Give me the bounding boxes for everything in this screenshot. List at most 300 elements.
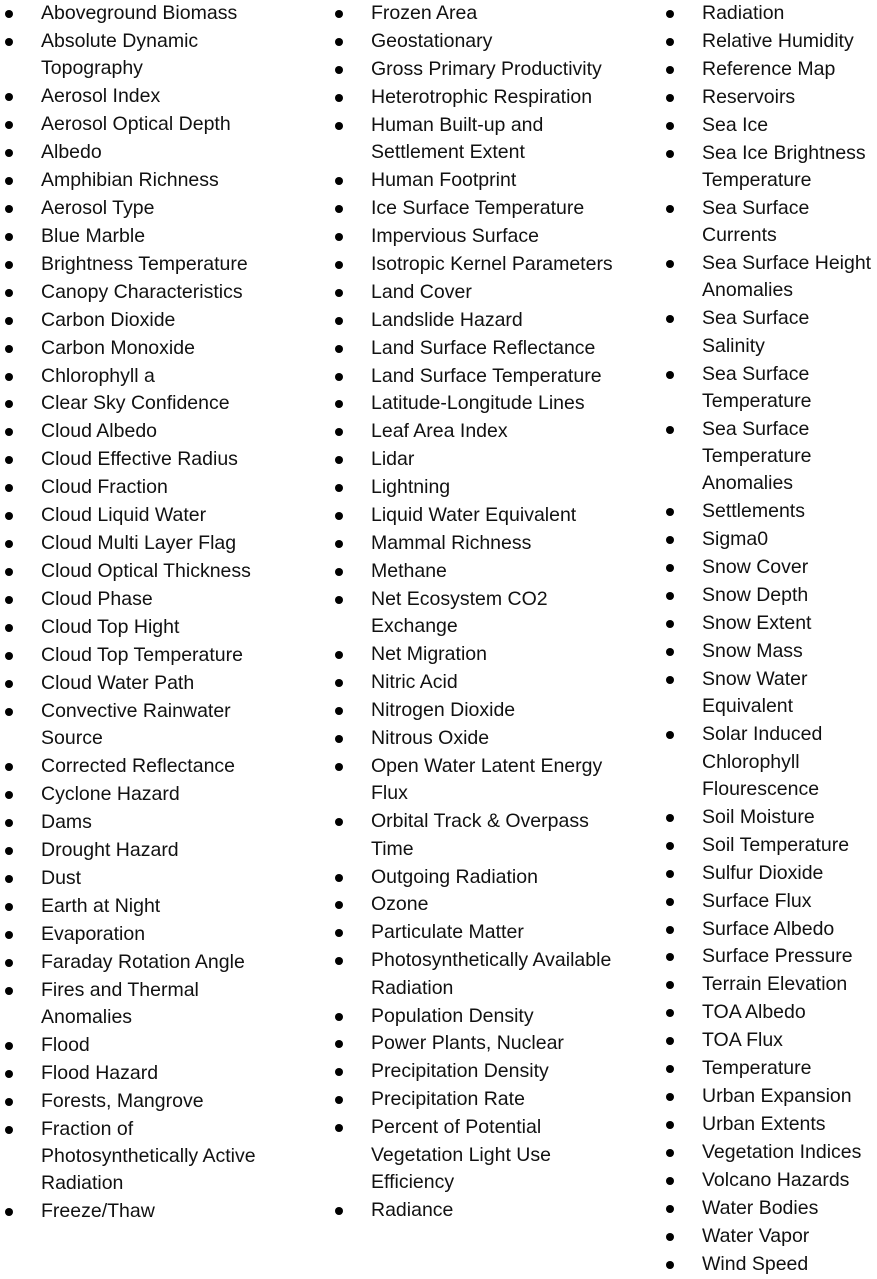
list-item xyxy=(330,335,630,362)
list-item xyxy=(0,474,290,501)
list-item xyxy=(0,837,290,864)
bullet-icon xyxy=(5,847,13,855)
bullet-icon xyxy=(666,1121,674,1129)
list-item xyxy=(661,498,877,525)
list-item xyxy=(661,1027,877,1054)
list-item xyxy=(0,390,290,417)
bullet-icon xyxy=(666,731,674,739)
bullet-icon xyxy=(335,540,343,548)
list-item-label: Latitude-Longitude Lines xyxy=(371,392,585,415)
list-item xyxy=(661,638,877,665)
list-item-label: Snow Water Equivalent xyxy=(702,668,808,718)
bullet-icon xyxy=(666,1233,674,1241)
bullet-icon xyxy=(666,371,674,379)
list-item xyxy=(330,0,630,27)
list-item xyxy=(330,195,630,222)
list-item xyxy=(661,610,877,637)
list-item-label: Cloud Top Hight xyxy=(41,615,180,638)
list-item xyxy=(661,112,877,139)
list-item-label: Vegetation Indices xyxy=(702,1141,862,1164)
bullet-icon xyxy=(335,568,343,576)
bullet-icon xyxy=(5,317,13,325)
list-item xyxy=(0,781,290,808)
bullet-icon xyxy=(5,791,13,799)
list-item xyxy=(661,888,877,915)
bullet-icon xyxy=(335,1096,343,1104)
list-item xyxy=(661,1139,877,1166)
bullet-icon xyxy=(5,903,13,911)
list-item xyxy=(0,251,290,278)
bullet-icon xyxy=(335,1207,343,1215)
bullet-icon xyxy=(335,512,343,520)
bullet-icon xyxy=(335,874,343,882)
bullet-icon xyxy=(666,94,674,102)
bullet-icon xyxy=(5,1126,13,1134)
list-item-label: Canopy Characteristics xyxy=(41,280,243,303)
bullet-icon xyxy=(666,66,674,74)
bullet-icon xyxy=(666,1261,674,1269)
list-item xyxy=(330,112,630,167)
list-item-label: Sea Surface Temperature Anomalies xyxy=(702,417,812,495)
bullet-icon xyxy=(666,508,674,516)
list-item xyxy=(330,223,630,250)
bullet-icon xyxy=(5,987,13,995)
list-item-label: Sea Surface Height Anomalies xyxy=(702,252,872,302)
list-item-label: Population Density xyxy=(371,1004,534,1027)
list-item xyxy=(661,804,877,831)
bullet-icon xyxy=(666,1093,674,1101)
list-item-label: Snow Depth xyxy=(702,584,809,607)
list-item xyxy=(330,474,630,501)
list-item xyxy=(0,195,290,222)
list-item xyxy=(661,28,877,55)
list-item-label: Net Ecosystem CO2 Exchange xyxy=(371,588,548,638)
list-item-label: Reservoirs xyxy=(702,85,796,108)
list-item xyxy=(661,1223,877,1250)
list-item-label: Reference Map xyxy=(702,57,836,80)
list-item-label: Surface Albedo xyxy=(702,917,835,940)
list-item-label: Cloud Top Temperature xyxy=(41,643,243,666)
list-item-label: Cloud Effective Radius xyxy=(41,448,238,471)
bullet-icon xyxy=(5,512,13,520)
bullet-icon xyxy=(666,205,674,213)
list-item-label: Cloud Optical Thickness xyxy=(41,560,251,583)
list-item xyxy=(661,416,877,498)
list-item-label: Fires and Thermal Anomalies xyxy=(41,978,199,1028)
bullet-icon xyxy=(666,981,674,989)
bullet-icon xyxy=(335,428,343,436)
list-item xyxy=(661,0,877,27)
list-item xyxy=(661,1195,877,1222)
list-item-label: Cloud Liquid Water xyxy=(41,504,207,527)
bullet-icon xyxy=(335,456,343,464)
list-item xyxy=(0,1116,290,1198)
list-item-label: Isotropic Kernel Parameters xyxy=(371,252,613,275)
list-item-label: Radiance xyxy=(371,1198,454,1221)
bullet-icon xyxy=(5,400,13,408)
list-item-label: Carbon Monoxide xyxy=(41,336,195,359)
bullet-icon xyxy=(335,679,343,687)
bullet-icon xyxy=(335,345,343,353)
bullet-icon xyxy=(666,1009,674,1017)
bullet-icon xyxy=(666,38,674,46)
list-item-label: Amphibian Richness xyxy=(41,168,219,191)
list-item xyxy=(330,84,630,111)
bullet-icon xyxy=(335,1068,343,1076)
bullet-icon xyxy=(5,680,13,688)
list-item xyxy=(0,83,290,110)
list-item xyxy=(0,865,290,892)
list-item-label: Surface Flux xyxy=(702,889,812,912)
bullet-icon xyxy=(335,261,343,269)
list-item xyxy=(0,446,290,473)
list-item xyxy=(330,753,630,808)
list-item-label: Forests, Mangrove xyxy=(41,1089,204,1112)
bullet-icon xyxy=(5,819,13,827)
list-item xyxy=(661,195,877,250)
list-item xyxy=(661,56,877,83)
list-item-label: Geostationary xyxy=(371,29,493,52)
bullet-icon xyxy=(666,648,674,656)
list-item xyxy=(330,363,630,390)
list-item xyxy=(0,977,290,1032)
bullet-icon xyxy=(666,898,674,906)
bullet-icon xyxy=(666,870,674,878)
bullet-icon xyxy=(5,345,13,353)
list-item xyxy=(330,697,630,724)
list-item-label: Snow Extent xyxy=(702,612,812,635)
list-item xyxy=(661,361,877,416)
bullet-icon xyxy=(666,10,674,18)
list-item-label: Cloud Multi Layer Flag xyxy=(41,532,237,555)
bullet-icon xyxy=(5,959,13,967)
list-item-label: Earth at Night xyxy=(41,894,161,917)
list-item xyxy=(0,502,290,529)
list-item-label: Impervious Surface xyxy=(371,224,539,247)
list-item-label: Solar Induced Chlorophyll Flourescence xyxy=(702,723,823,800)
list-item xyxy=(661,582,877,609)
list-item-label: Methane xyxy=(371,560,447,583)
list-item xyxy=(661,971,877,998)
bullet-icon xyxy=(5,708,13,716)
list-item xyxy=(330,947,630,1002)
list-item xyxy=(0,642,290,669)
list-item-label: Sea Surface Temperature xyxy=(702,362,812,412)
list-item-label: Net Migration xyxy=(371,643,487,666)
list-item-label: Blue Marble xyxy=(41,224,146,247)
bullet-icon xyxy=(5,289,13,297)
list-item-label: Soil Temperature xyxy=(702,833,850,856)
list-item xyxy=(330,251,630,278)
list-item xyxy=(0,530,290,557)
list-item-label: Aerosol Optical Depth xyxy=(41,113,231,136)
bullet-icon xyxy=(666,122,674,130)
list-item xyxy=(661,1055,877,1082)
bullet-icon xyxy=(5,1208,13,1216)
list-item xyxy=(330,502,630,529)
list-item-label: Open Water Latent Energy Flux xyxy=(371,755,603,805)
bullet-icon xyxy=(5,373,13,381)
list-item-label: Frozen Area xyxy=(371,2,478,24)
list-item-label: Ozone xyxy=(371,893,429,916)
list-item-label: Corrected Reflectance xyxy=(41,755,236,778)
bullet-icon xyxy=(335,177,343,185)
bullet-icon xyxy=(5,931,13,939)
list-item xyxy=(330,1197,630,1224)
list-item xyxy=(330,864,630,891)
list-item-label: Faraday Rotation Angle xyxy=(41,950,245,973)
bullet-icon xyxy=(5,205,13,213)
list-item-label: Sea Ice xyxy=(702,113,769,136)
list-item xyxy=(0,586,290,613)
bullet-icon xyxy=(335,10,343,18)
list-item-label: Carbon Dioxide xyxy=(41,308,176,331)
bullet-icon xyxy=(5,624,13,632)
list-item xyxy=(661,1083,877,1110)
bullet-icon xyxy=(666,1065,674,1073)
bullet-icon xyxy=(335,94,343,102)
bullet-list-column-3 xyxy=(661,0,877,1279)
list-item-label: Sea Ice Brightness Temperature xyxy=(702,141,866,191)
bullet-icon xyxy=(5,93,13,101)
list-item-label: Surface Pressure xyxy=(702,945,853,968)
list-item xyxy=(0,418,290,445)
bullet-icon xyxy=(5,596,13,604)
list-item-label: Precipitation Density xyxy=(371,1060,549,1083)
list-item-label: Clear Sky Confidence xyxy=(41,392,230,415)
list-item xyxy=(0,921,290,948)
bullet-icon xyxy=(335,1040,343,1048)
list-item xyxy=(661,1111,877,1138)
list-item-label: Land Surface Temperature xyxy=(371,364,602,387)
bullet-icon xyxy=(5,540,13,548)
bullet-list-column-1 xyxy=(0,0,290,1226)
list-item-label: Human Built-up and Settlement Extent xyxy=(371,113,544,164)
bullet-icon xyxy=(335,38,343,46)
list-item xyxy=(330,558,630,585)
bullet-icon xyxy=(335,901,343,909)
bullet-icon xyxy=(666,1149,674,1157)
list-item-label: Sigma0 xyxy=(702,528,769,551)
list-item xyxy=(0,1198,290,1225)
list-item xyxy=(330,725,630,752)
list-item xyxy=(0,111,290,138)
bullet-icon xyxy=(335,205,343,213)
bullet-icon xyxy=(666,620,674,628)
bullet-icon xyxy=(666,260,674,268)
list-item xyxy=(330,279,630,306)
bullet-icon xyxy=(5,1098,13,1106)
bullet-icon xyxy=(5,1042,13,1050)
list-item-label: Flood xyxy=(41,1033,90,1056)
list-item xyxy=(330,390,630,417)
list-item-label: Particulate Matter xyxy=(371,921,524,944)
list-item xyxy=(0,0,290,27)
list-item-label: Snow Mass xyxy=(702,640,803,663)
list-item-label: Settlements xyxy=(702,500,805,523)
list-item xyxy=(0,363,290,390)
list-item-label: Absolute Dynamic Topography xyxy=(41,29,199,80)
list-item xyxy=(330,1058,630,1085)
list-item xyxy=(330,1114,630,1196)
bullet-icon xyxy=(335,818,343,826)
list-item-label: Convective Rainwater Source xyxy=(41,699,231,750)
bullet-icon xyxy=(5,652,13,660)
bullet-icon xyxy=(5,428,13,436)
list-item-label: Brightness Temperature xyxy=(41,252,248,275)
list-item-label: Lidar xyxy=(371,448,415,471)
bullet-icon xyxy=(666,1177,674,1185)
list-item xyxy=(0,167,290,194)
list-item-label: Outgoing Radiation xyxy=(371,865,538,888)
list-item-label: Cloud Albedo xyxy=(41,420,158,443)
list-item xyxy=(330,891,630,918)
list-item-label: Land Surface Reflectance xyxy=(371,336,596,359)
list-item-label: Mammal Richness xyxy=(371,532,532,555)
list-item-label: Volcano Hazards xyxy=(702,1168,850,1191)
list-item-label: Urban Expansion xyxy=(702,1085,852,1108)
list-item-label: Liquid Water Equivalent xyxy=(371,504,577,527)
bullet-icon xyxy=(5,233,13,241)
list-item-label: Freeze/Thaw xyxy=(41,1200,155,1223)
bullet-icon xyxy=(5,1070,13,1078)
list-item-label: Radiation xyxy=(702,2,785,24)
list-item-label: Ice Surface Temperature xyxy=(371,196,585,219)
list-item xyxy=(330,669,630,696)
list-item xyxy=(0,1032,290,1059)
bullet-icon xyxy=(335,929,343,937)
bullet-icon xyxy=(335,400,343,408)
list-item-label: TOA Flux xyxy=(702,1029,783,1052)
bullet-icon xyxy=(666,1205,674,1213)
bullet-icon xyxy=(666,536,674,544)
list-item-label: Albedo xyxy=(41,141,102,164)
list-item xyxy=(0,279,290,306)
bullet-icon xyxy=(335,289,343,297)
bullet-icon xyxy=(5,568,13,576)
bullet-icon xyxy=(335,707,343,715)
list-item-label: Precipitation Rate xyxy=(371,1088,525,1111)
list-item xyxy=(661,999,877,1026)
bullet-list-column-2 xyxy=(330,0,630,1225)
list-item-label: Cloud Fraction xyxy=(41,476,168,499)
list-item xyxy=(330,56,630,83)
list-item-label: Cloud Phase xyxy=(41,588,153,611)
list-item xyxy=(330,28,630,55)
list-item xyxy=(0,670,290,697)
list-item xyxy=(661,305,877,360)
list-item-label: Dams xyxy=(41,810,92,833)
list-item xyxy=(661,250,877,305)
list-item xyxy=(0,1060,290,1087)
bullet-icon xyxy=(5,484,13,492)
list-item-label: Photosynthetically Available Radiation xyxy=(371,949,612,999)
bullet-icon xyxy=(5,121,13,129)
list-item-label: Chlorophyll a xyxy=(41,364,155,387)
list-item-label: Water Vapor xyxy=(702,1224,810,1247)
list-item-label: Aboveground Biomass xyxy=(41,2,238,24)
list-item xyxy=(661,860,877,887)
list-item-label: Land Cover xyxy=(371,280,472,303)
list-item-label: Aerosol Type xyxy=(41,196,155,219)
list-item xyxy=(0,698,290,753)
list-item-label: Landslide Hazard xyxy=(371,308,523,331)
bullet-icon xyxy=(666,150,674,158)
bullet-icon xyxy=(335,596,343,604)
bullet-icon xyxy=(335,66,343,74)
list-item-label: Leaf Area Index xyxy=(371,420,508,443)
list-item-label: Nitrogen Dioxide xyxy=(371,699,516,722)
list-item xyxy=(330,919,630,946)
bullet-icon xyxy=(666,315,674,323)
list-item xyxy=(661,916,877,943)
list-item xyxy=(0,614,290,641)
list-item xyxy=(661,721,877,803)
list-item xyxy=(0,223,290,250)
list-item xyxy=(661,526,877,553)
list-item xyxy=(0,893,290,920)
list-item xyxy=(0,28,290,83)
list-item-label: Evaporation xyxy=(41,922,146,945)
list-item-label: Temperature xyxy=(702,1057,812,1080)
bullet-icon xyxy=(5,149,13,157)
list-item-label: Lightning xyxy=(371,476,451,499)
list-item-label: Fraction of Photosynthetically Active Radiation xyxy=(41,1117,256,1195)
list-item xyxy=(0,335,290,362)
bullet-icon xyxy=(666,953,674,961)
list-item xyxy=(330,530,630,557)
bullet-icon xyxy=(666,676,674,684)
list-item xyxy=(330,418,630,445)
list-item-label: Gross Primary Productivity xyxy=(371,57,602,80)
bullet-icon xyxy=(335,484,343,492)
list-item xyxy=(661,140,877,195)
list-item xyxy=(0,753,290,780)
list-item-label: Cloud Water Path xyxy=(41,671,195,694)
list-item-label: Sea Surface Salinity xyxy=(702,307,810,357)
list-item-label: Terrain Elevation xyxy=(702,973,848,996)
list-item xyxy=(661,1167,877,1194)
bullet-icon xyxy=(335,373,343,381)
list-item-label: Snow Cover xyxy=(702,556,809,579)
bullet-icon xyxy=(666,814,674,822)
list-item-label: Water Bodies xyxy=(702,1196,819,1219)
bullet-icon xyxy=(335,1124,343,1132)
bullet-icon xyxy=(335,1013,343,1021)
bullet-icon xyxy=(335,317,343,325)
list-item-label: Orbital Track & Overpass Time xyxy=(371,810,589,860)
bullet-icon xyxy=(5,10,13,18)
bullet-icon xyxy=(666,592,674,600)
list-item xyxy=(330,1030,630,1057)
bullet-icon xyxy=(5,261,13,269)
bullet-icon xyxy=(666,926,674,934)
list-item xyxy=(0,809,290,836)
list-item xyxy=(661,666,877,721)
bullet-icon xyxy=(5,38,13,46)
bullet-icon xyxy=(666,1037,674,1045)
list-item-label: Cyclone Hazard xyxy=(41,782,180,805)
list-item xyxy=(0,558,290,585)
bullet-icon xyxy=(5,875,13,883)
list-item xyxy=(330,641,630,668)
list-item-label: Human Footprint xyxy=(371,168,517,191)
list-item-label: TOA Albedo xyxy=(702,1001,806,1024)
list-item xyxy=(661,1251,877,1278)
list-item xyxy=(330,1003,630,1030)
list-item xyxy=(330,1086,630,1113)
list-item xyxy=(330,586,630,641)
